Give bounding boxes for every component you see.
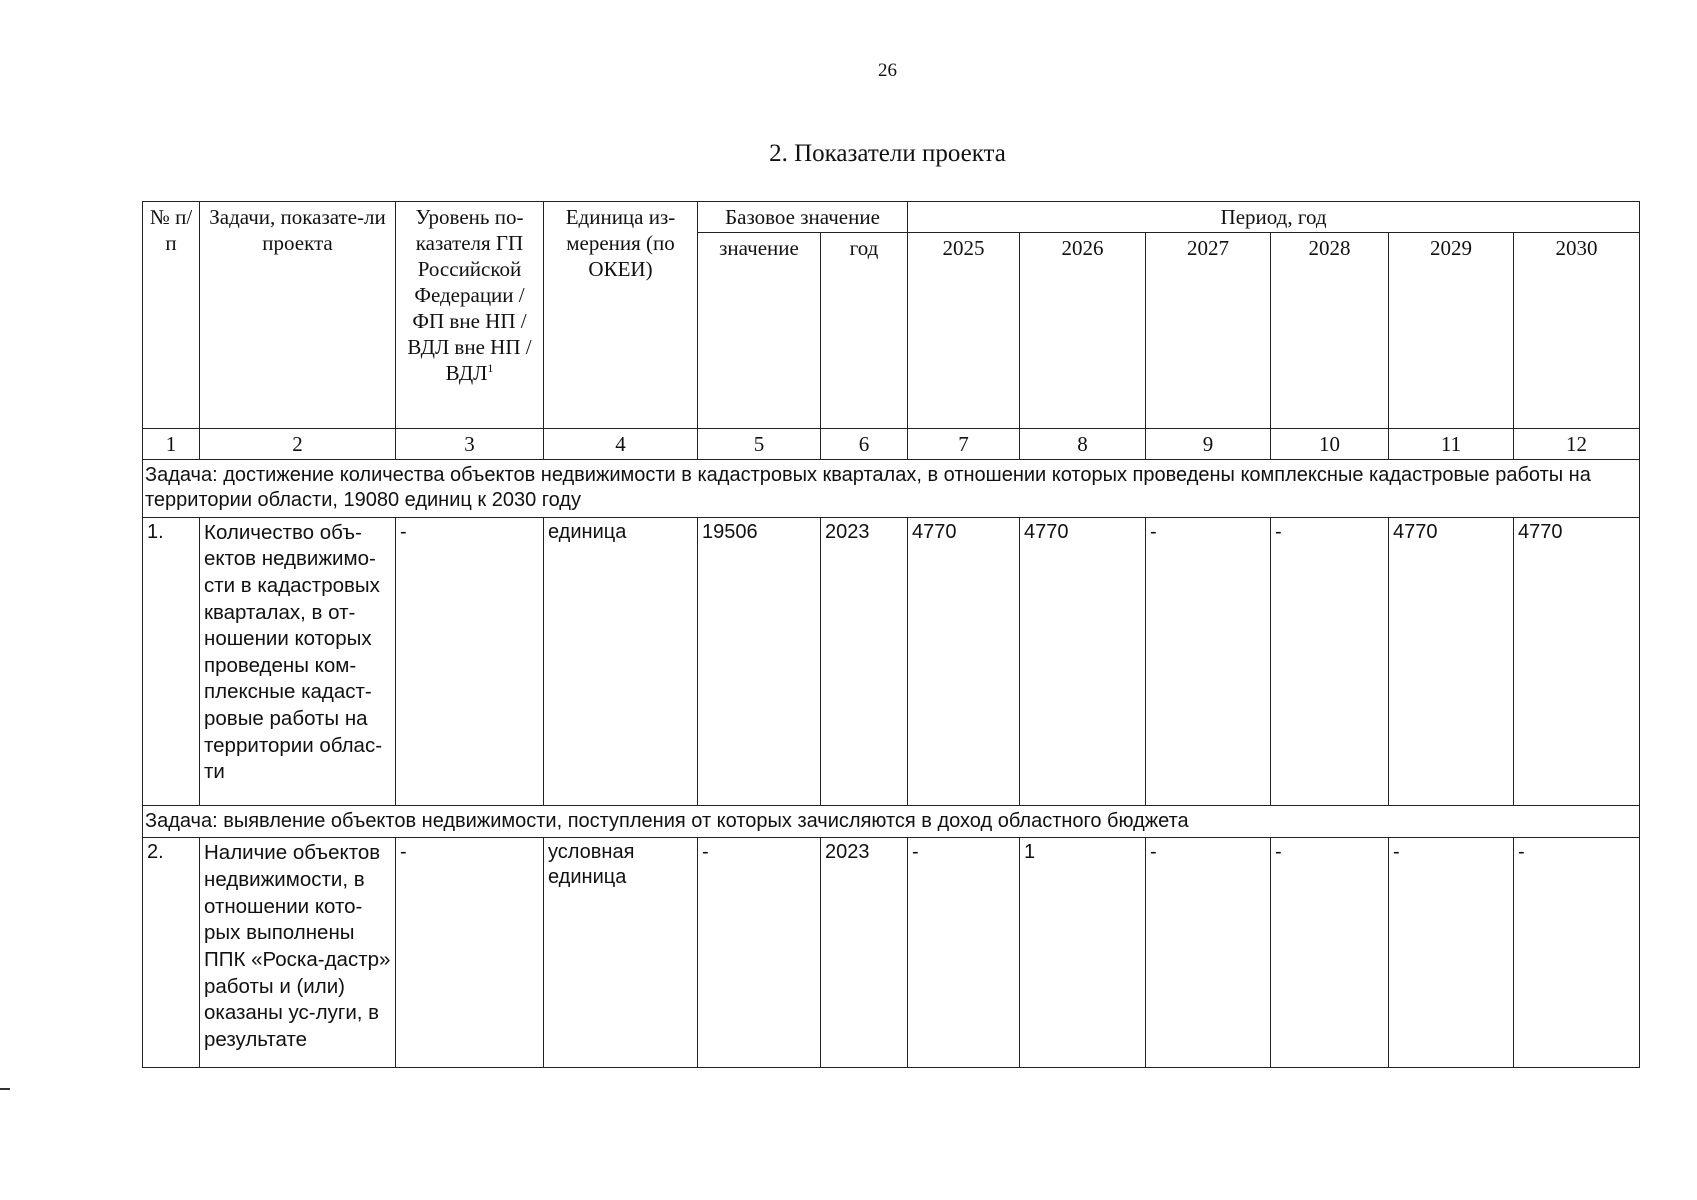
header-base-value: значение	[698, 233, 821, 429]
indicator-level: -	[396, 517, 544, 805]
column-number: 8	[1020, 429, 1146, 460]
column-number: 9	[1146, 429, 1271, 460]
indicator-name: Наличие объектов недвижимости, в отношении кото-рых выполнены ППК «Роска-дастр» работы и (или) оказаны ус-луги, в результате	[200, 838, 396, 1068]
column-number: 3	[396, 429, 544, 460]
column-number-row	[143, 429, 1640, 460]
header-year-2029: 2029	[1389, 233, 1514, 429]
value-2026: 1	[1020, 838, 1146, 1068]
value-2030: -	[1514, 838, 1640, 1068]
column-number: 1	[143, 429, 200, 460]
column-number: 2	[200, 429, 396, 460]
column-number: 5	[698, 429, 821, 460]
indicator-row-2	[143, 838, 1640, 1068]
indicator-unit: условная единица	[544, 838, 698, 1068]
value-2027: -	[1146, 838, 1271, 1068]
value-2029: 4770	[1389, 517, 1514, 805]
header-base-year: год	[821, 233, 908, 429]
header-year-2026: 2026	[1020, 233, 1146, 429]
header-year-2028: 2028	[1271, 233, 1389, 429]
value-2029: -	[1389, 838, 1514, 1068]
value-2026: 4770	[1020, 517, 1146, 805]
header-base-group: Базовое значение	[698, 202, 908, 233]
value-2030: 4770	[1514, 517, 1640, 805]
header-year-2025: 2025	[908, 233, 1020, 429]
section-title: 2. Показатели проекта	[769, 140, 1006, 167]
header-col-level-text: Уровень по-казателя ГП Российской Федерации / ФП вне НП / ВДЛ вне НП / ВДЛ	[407, 205, 532, 386]
task-text-1: Задача: достижение количества объектов недвижимости в кадастровых кварталах, в отношении которых проведены комплексные кадастровые работы на территории области, 19080 единиц к 2030 году	[143, 460, 1640, 518]
base-value: -	[698, 838, 821, 1068]
column-number: 7	[908, 429, 1020, 460]
row-index: 2.	[143, 838, 200, 1068]
row-index: 1.	[143, 517, 200, 805]
value-2025: 4770	[908, 517, 1020, 805]
header-year-2027: 2027	[1146, 233, 1271, 429]
header-row-1	[143, 202, 1640, 233]
column-number: 12	[1514, 429, 1640, 460]
header-year-2030: 2030	[1514, 233, 1640, 429]
header-col-tasks: Задачи, показате-ли проекта	[200, 202, 396, 429]
value-2028: -	[1271, 838, 1389, 1068]
base-year: 2023	[821, 838, 908, 1068]
value-2025: -	[908, 838, 1020, 1068]
task-text-2: Задача: выявление объектов недвижимости, поступления от которых зачисляются в доход областного бюджета	[143, 805, 1640, 838]
base-year: 2023	[821, 517, 908, 805]
indicator-name: Количество объ-ектов недвижимо-сти в кадастровых кварталах, в от-ношении которых проведены ком-плексные кадаст-ровые работы на территории облас-ти	[200, 517, 396, 805]
indicators-table	[142, 201, 1640, 1068]
task-row-2	[143, 805, 1640, 838]
header-col-num: № п/п	[143, 202, 200, 429]
page-number: 26	[878, 60, 897, 81]
indicator-row-1	[143, 517, 1640, 805]
header-col-level	[396, 202, 544, 429]
column-number: 6	[821, 429, 908, 460]
column-number: 4	[544, 429, 698, 460]
scan-edge-mark	[0, 1088, 10, 1090]
column-number: 10	[1271, 429, 1389, 460]
column-number: 11	[1389, 429, 1514, 460]
footnote-mark: 1	[487, 361, 494, 376]
header-col-unit: Единица из-мерения (по ОКЕИ)	[544, 202, 698, 429]
indicator-level: -	[396, 838, 544, 1068]
value-2027: -	[1146, 517, 1271, 805]
value-2028: -	[1271, 517, 1389, 805]
header-period-group: Период, год	[908, 202, 1640, 233]
base-value: 19506	[698, 517, 821, 805]
indicator-unit: единица	[544, 517, 698, 805]
task-row-1	[143, 460, 1640, 518]
